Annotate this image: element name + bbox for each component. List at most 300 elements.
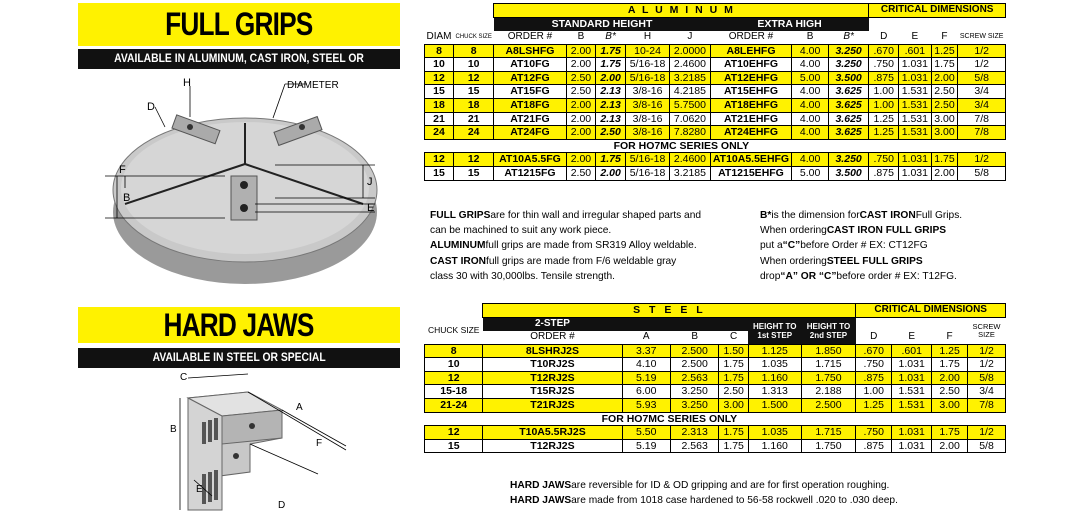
table-cell: 3.00 (932, 398, 968, 412)
table-cell: 24 (425, 126, 454, 140)
table-cell: 1.125 (748, 344, 801, 358)
table-cell: 2.00 (596, 71, 626, 85)
table-cell: 3/8-16 (625, 85, 669, 99)
table-cell: 1.00 (869, 85, 899, 99)
table-cell: 5/8 (968, 439, 1006, 453)
table-cell: 3.625 (828, 85, 869, 99)
table-cell: 2.00 (566, 153, 596, 167)
table-cell: 8LSHRJ2S (483, 344, 622, 358)
aluminum-critical-dimensions: CRITICAL DIMENSIONS (869, 4, 1006, 18)
table-cell: 3.250 (670, 385, 718, 399)
label-a: A (296, 402, 303, 413)
table-cell: AT10A5.5EHFG (710, 153, 792, 167)
aluminum-ho7mc-label: FOR HO7MC SERIES ONLY (613, 139, 750, 152)
table-cell: .875 (856, 439, 892, 453)
table-cell: 1.531 (899, 112, 932, 126)
table-cell: 2.50 (566, 71, 596, 85)
table-cell: 2.500 (670, 358, 718, 372)
note-text: FULL GRIPS (430, 210, 491, 221)
table-cell: 10 (425, 58, 454, 72)
table-cell: B* (843, 30, 854, 42)
note-text: CAST IRON (859, 210, 916, 221)
steel-col-chuck-size: CHUCK SIZE (427, 324, 480, 335)
table-cell: 2.4600 (670, 153, 711, 167)
table-cell: 3/4 (958, 98, 1006, 112)
table-cell: 1.531 (899, 85, 932, 99)
table-row (425, 166, 1006, 180)
table-cell: 1.25 (932, 344, 968, 358)
table-cell: 15-18 (425, 385, 483, 399)
table-cell: AT15EHFG (710, 85, 792, 99)
table-cell: 4.00 (792, 112, 829, 126)
steel-ho7mc-label: FOR HO7MC SERIES ONLY (601, 412, 738, 425)
table-cell: 3.00 (931, 112, 958, 126)
table-cell: H (643, 30, 652, 42)
table-cell (856, 317, 968, 331)
table-cell: J (687, 30, 693, 42)
table-row (425, 358, 1006, 372)
table-cell: 1.25 (931, 44, 958, 58)
table-cell: 1.035 (748, 426, 801, 440)
table-row (425, 98, 1006, 112)
table-cell: 10 (425, 358, 483, 372)
table-cell: 5/16-18 (625, 153, 669, 167)
note-text: class 30 with 30,000lbs. Tensile strength. (430, 270, 615, 282)
table-cell: 3/4 (968, 385, 1006, 399)
table-cell: 1.750 (801, 371, 856, 385)
table-cell (425, 17, 494, 31)
table-cell: .670 (869, 44, 899, 58)
table-cell: 6.00 (622, 385, 670, 399)
table-cell: 3.625 (828, 112, 869, 126)
table-cell: 5/16-18 (625, 58, 669, 72)
table-cell: AT10EHFG (710, 58, 792, 72)
table-cell: AT10A5.5FG (494, 153, 566, 167)
table-cell: T21RJ2S (483, 398, 622, 412)
table-cell: 2.50 (719, 385, 748, 399)
table-row (425, 112, 1006, 126)
table-cell: 15 (425, 439, 483, 453)
table-cell: 21 (425, 112, 454, 126)
table-cell: 1/2 (958, 44, 1006, 58)
table-cell: 2.00 (566, 98, 596, 112)
table-cell: 7/8 (968, 398, 1006, 412)
table-cell: 3.500 (828, 166, 869, 180)
table-cell: 5.00 (792, 166, 829, 180)
standard-height-header: STANDARD HEIGHT (494, 17, 710, 31)
steel-notes (510, 478, 898, 508)
table-cell: 1.031 (899, 166, 932, 180)
table-cell: 1.75 (719, 371, 748, 385)
table-cell: 7.8280 (670, 126, 711, 140)
table-cell: 1.160 (748, 439, 801, 453)
table-cell: 2.00 (932, 439, 968, 453)
table-cell: 3.250 (828, 58, 869, 72)
label-h: H (183, 77, 191, 89)
note-text: B* (760, 210, 772, 221)
table-cell: 5.19 (622, 371, 670, 385)
note-line (430, 223, 701, 238)
table-cell: 1.75 (596, 153, 626, 167)
table-cell: 1.531 (892, 385, 932, 399)
table-cell: 4.00 (792, 126, 829, 140)
table-cell: 2.50 (931, 85, 958, 99)
table-cell: D (880, 30, 888, 42)
table-cell: 2.00 (931, 166, 958, 180)
table-cell: 1.313 (748, 385, 801, 399)
label-b: B (170, 424, 177, 435)
full-grips-chuck-diagram (95, 72, 395, 297)
table-cell: .750 (869, 153, 899, 167)
aluminum-notes-right (760, 208, 962, 284)
table-cell: HEIGHT TO 2nd STEP (801, 317, 856, 344)
table-cell: A8LEHFG (710, 44, 792, 58)
table-cell: 4.00 (792, 153, 829, 167)
note-text: Full Grips. (915, 210, 963, 221)
table-cell: AT10FG (494, 58, 566, 72)
table-cell: 12 (454, 71, 494, 85)
steel-critical-dimensions: CRITICAL DIMENSIONS (856, 304, 1006, 318)
note-line (760, 223, 962, 238)
table-row (425, 126, 1006, 140)
full-grips-subtitle: AVAILABLE IN ALUMINUM, CAST IRON, STEEL OR SPECIAL (78, 49, 400, 69)
table-cell: B* (605, 30, 616, 42)
table-cell: 3.2185 (670, 71, 711, 85)
note-text: put a (760, 240, 783, 252)
table-cell: 1.75 (931, 153, 958, 167)
table-cell: 1.500 (748, 398, 801, 412)
label-d: D (278, 500, 286, 511)
steel-title: S T E E L (483, 304, 856, 318)
table-cell: AT1215EHFG (710, 166, 792, 180)
table-cell: AT21EHFG (710, 112, 792, 126)
label-b: B (123, 192, 131, 204)
table-cell: 1/2 (958, 58, 1006, 72)
table-cell: 15 (425, 166, 454, 180)
table-cell: 1.75 (719, 358, 748, 372)
table-cell: 7.0620 (670, 112, 711, 126)
table-cell: .875 (856, 371, 892, 385)
table-cell: 2.50 (931, 98, 958, 112)
table-cell: 24 (454, 126, 494, 140)
table-cell: ORDER # (728, 30, 774, 42)
table-cell: 2.50 (596, 126, 626, 140)
table-cell: .750 (856, 426, 892, 440)
table-cell: 1.715 (801, 426, 856, 440)
extra-high-header: EXTRA HIGH (710, 17, 869, 31)
note-text: are for thin wall and irregular shaped parts and (490, 210, 702, 221)
table-row (425, 344, 1006, 358)
table-cell: 8 (454, 44, 494, 58)
table-row (425, 153, 1006, 167)
note-text: before order # EX: T12FG. (836, 270, 957, 282)
table-cell: 1.25 (856, 398, 892, 412)
table-cell: 3.250 (670, 398, 718, 412)
note-line (760, 269, 962, 284)
note-line (430, 208, 701, 223)
table-cell: 2.50 (932, 385, 968, 399)
table-cell: 1.00 (869, 98, 899, 112)
table-cell (425, 139, 494, 153)
table-cell: 2.00 (566, 126, 596, 140)
note-text: When ordering (760, 225, 827, 237)
aluminum-column-headers (425, 31, 1006, 45)
table-cell: D (870, 330, 878, 342)
table-cell: AT18FG (494, 98, 566, 112)
table-cell: 3.250 (828, 44, 869, 58)
note-text: HARD JAWS (510, 495, 572, 506)
label-c: C (180, 372, 188, 383)
table-cell: 5/8 (958, 166, 1006, 180)
table-cell: 2.13 (596, 85, 626, 99)
table-cell: T15RJ2S (483, 385, 622, 399)
full-grips-title: FULL GRIPS (78, 3, 400, 46)
table-cell: 1.031 (899, 58, 932, 72)
table-cell: 15 (454, 85, 494, 99)
table-cell (869, 17, 1006, 31)
table-cell: 3.500 (828, 71, 869, 85)
label-f: F (119, 164, 126, 176)
table-cell: 1.850 (801, 344, 856, 358)
table-cell: F (941, 30, 948, 42)
table-cell: 1/2 (958, 153, 1006, 167)
table-cell: SCREW SIZE (972, 321, 1001, 339)
table-cell: 12 (425, 153, 454, 167)
table-cell: AT24FG (494, 126, 566, 140)
table-cell: 7/8 (958, 126, 1006, 140)
table-cell (425, 4, 494, 18)
table-cell: AT15FG (494, 85, 566, 99)
table-cell: 8 (425, 344, 483, 358)
note-text: are reversible for ID & OD gripping and are for first operation roughing. (571, 480, 890, 491)
table-cell: 2.50 (566, 85, 596, 99)
table-cell (856, 412, 1006, 426)
table-cell: 2.563 (670, 371, 718, 385)
label-e: E (367, 202, 375, 214)
table-cell: 3.250 (828, 153, 869, 167)
note-text: HARD JAWS (510, 480, 572, 491)
table-cell: 2.00 (596, 166, 626, 180)
note-text: STEEL FULL GRIPS (826, 255, 923, 267)
table-cell: 1.75 (719, 426, 748, 440)
table-cell: 3.00 (931, 126, 958, 140)
table-cell: T12RJ2S (483, 439, 622, 453)
table-cell: 18 (454, 98, 494, 112)
table-cell: 1.031 (892, 358, 932, 372)
table-cell: AT12EHFG (710, 71, 792, 85)
hard-jaws-title: HARD JAWS (78, 307, 400, 343)
table-cell: AT18EHFG (710, 98, 792, 112)
aluminum-title: A L U M I N U M (494, 4, 869, 18)
table-cell: 1.25 (869, 126, 899, 140)
table-cell: 3.37 (622, 344, 670, 358)
table-cell: 21 (454, 112, 494, 126)
table-cell: 1.75 (932, 426, 968, 440)
table-cell: 12 (425, 426, 483, 440)
table-cell: ORDER # (530, 330, 575, 342)
table-cell: 7/8 (958, 112, 1006, 126)
table-cell: 2.13 (596, 98, 626, 112)
note-line (760, 238, 962, 253)
table-cell: 4.2185 (670, 85, 711, 99)
table-cell: 1.00 (856, 385, 892, 399)
table-cell: 4.00 (792, 85, 829, 99)
table-cell: .875 (869, 71, 899, 85)
table-cell: ORDER # (507, 30, 553, 42)
steel-table (424, 303, 1006, 453)
table-cell: 1.25 (869, 112, 899, 126)
table-cell: E (911, 30, 919, 42)
table-cell: B (577, 30, 585, 42)
table-row (425, 371, 1006, 385)
table-cell (622, 317, 748, 331)
table-cell: AT12FG (494, 71, 566, 85)
table-cell: 21-24 (425, 398, 483, 412)
label-f: F (316, 438, 323, 449)
table-cell: 1.75 (596, 58, 626, 72)
table-cell (869, 139, 1006, 153)
table-cell: 12 (425, 371, 483, 385)
note-text: “A” OR “C” (780, 270, 837, 282)
note-text: full grips are made from SR319 Alloy weldable. (485, 240, 697, 252)
table-cell: 1.75 (932, 358, 968, 372)
table-cell: 1.531 (899, 98, 932, 112)
table-cell: 15 (454, 166, 494, 180)
note-text: When ordering (760, 255, 827, 267)
col-chuck-size: CHUCK SIZE (455, 34, 492, 41)
table-row (425, 426, 1006, 440)
note-line (430, 254, 701, 269)
table-cell: 2.4600 (670, 58, 711, 72)
table-cell: 2.500 (801, 398, 856, 412)
table-cell: 10-24 (625, 44, 669, 58)
table-cell: 1/2 (968, 358, 1006, 372)
table-cell: A (642, 330, 650, 342)
table-cell: 15 (425, 85, 454, 99)
note-text: are made from 1018 case hardened to 56-58 rockwell .020 to .030 deep. (571, 495, 898, 506)
table-cell: AT1215FG (494, 166, 566, 180)
table-cell: 1.531 (892, 398, 932, 412)
aluminum-notes-left (430, 208, 701, 284)
table-cell: 2.188 (801, 385, 856, 399)
table-cell: 3/8-16 (625, 126, 669, 140)
table-row (425, 385, 1006, 399)
table-cell: 1.531 (899, 126, 932, 140)
table-row (425, 85, 1006, 99)
table-cell: 3.625 (828, 126, 869, 140)
table-cell: T10A5.5RJ2S (483, 426, 622, 440)
table-cell: 5/8 (958, 71, 1006, 85)
table-cell: 5.50 (622, 426, 670, 440)
table-cell: 5.19 (622, 439, 670, 453)
table-row (425, 71, 1006, 85)
table-cell: 18 (425, 98, 454, 112)
table-cell: 1/2 (968, 344, 1006, 358)
table-cell: AT24EHFG (710, 126, 792, 140)
table-cell: .601 (899, 44, 932, 58)
table-cell: 8 (425, 44, 454, 58)
table-cell: 5.93 (622, 398, 670, 412)
note-line (510, 478, 898, 493)
table-cell: 3.625 (828, 98, 869, 112)
table-row (425, 439, 1006, 453)
label-diameter: DIAMETER (287, 80, 339, 91)
table-cell: .750 (869, 58, 899, 72)
table-cell (454, 31, 494, 45)
note-text: CAST IRON FULL GRIPS (826, 225, 947, 237)
table-cell: T10RJ2S (483, 358, 622, 372)
table-cell: 2.0000 (670, 44, 711, 58)
table-cell: 3/8-16 (625, 112, 669, 126)
table-cell (425, 304, 483, 318)
table-cell: 2.00 (932, 371, 968, 385)
note-line (760, 254, 962, 269)
note-text: “C” (782, 240, 801, 252)
note-line (430, 269, 701, 284)
table-cell: 1.031 (899, 71, 932, 85)
table-cell: 3.00 (719, 398, 748, 412)
table-cell: 1.160 (748, 371, 801, 385)
table-cell: 1/2 (968, 426, 1006, 440)
table-cell: 3/4 (958, 85, 1006, 99)
note-line (510, 493, 898, 508)
note-line (430, 238, 701, 253)
table-cell: 2.563 (670, 439, 718, 453)
table-cell: .670 (856, 344, 892, 358)
table-cell: 5/16-18 (625, 166, 669, 180)
table-cell: 2.13 (596, 112, 626, 126)
table-cell: HEIGHT TO 1st STEP (748, 317, 801, 344)
table-cell: 2.500 (670, 344, 718, 358)
label-e: E (196, 484, 203, 495)
table-cell: C (730, 330, 738, 342)
table-cell: 4.00 (792, 44, 829, 58)
note-text: before Order # EX: CT12FG (800, 240, 928, 252)
note-text: CAST IRON (430, 255, 487, 267)
table-cell: A8LSHFG (494, 44, 566, 58)
table-cell: 1.031 (892, 371, 932, 385)
table-row (425, 58, 1006, 72)
table-cell: 2.00 (931, 71, 958, 85)
table-cell: B (691, 330, 699, 342)
table-cell: 4.00 (792, 98, 829, 112)
hard-jaws-subtitle: AVAILABLE IN STEEL OR SPECIAL (78, 348, 400, 368)
table-cell: 1.031 (899, 153, 932, 167)
table-cell: 2.313 (670, 426, 718, 440)
table-cell: .750 (856, 358, 892, 372)
table-cell: 1.031 (892, 426, 932, 440)
col-diam: DIAM (426, 30, 452, 42)
note-text: is the dimension for (771, 210, 860, 221)
note-line (760, 208, 962, 223)
table-cell: 5.7500 (670, 98, 711, 112)
table-cell: 12 (454, 153, 494, 167)
table-cell: 1.75 (596, 44, 626, 58)
table-cell: 5/16-18 (625, 71, 669, 85)
table-cell: 5/8 (968, 371, 1006, 385)
label-d: D (147, 101, 155, 113)
table-row (425, 398, 1006, 412)
note-text: ALUMINUM (430, 240, 486, 252)
table-cell: 4.00 (792, 58, 829, 72)
table-cell (425, 412, 483, 426)
table-cell: 2.00 (566, 112, 596, 126)
two-step-header: 2-STEP (483, 317, 622, 331)
table-cell: 1.715 (801, 358, 856, 372)
table-cell: 12 (425, 71, 454, 85)
table-cell: 1.750 (801, 439, 856, 453)
table-cell: 2.00 (566, 58, 596, 72)
